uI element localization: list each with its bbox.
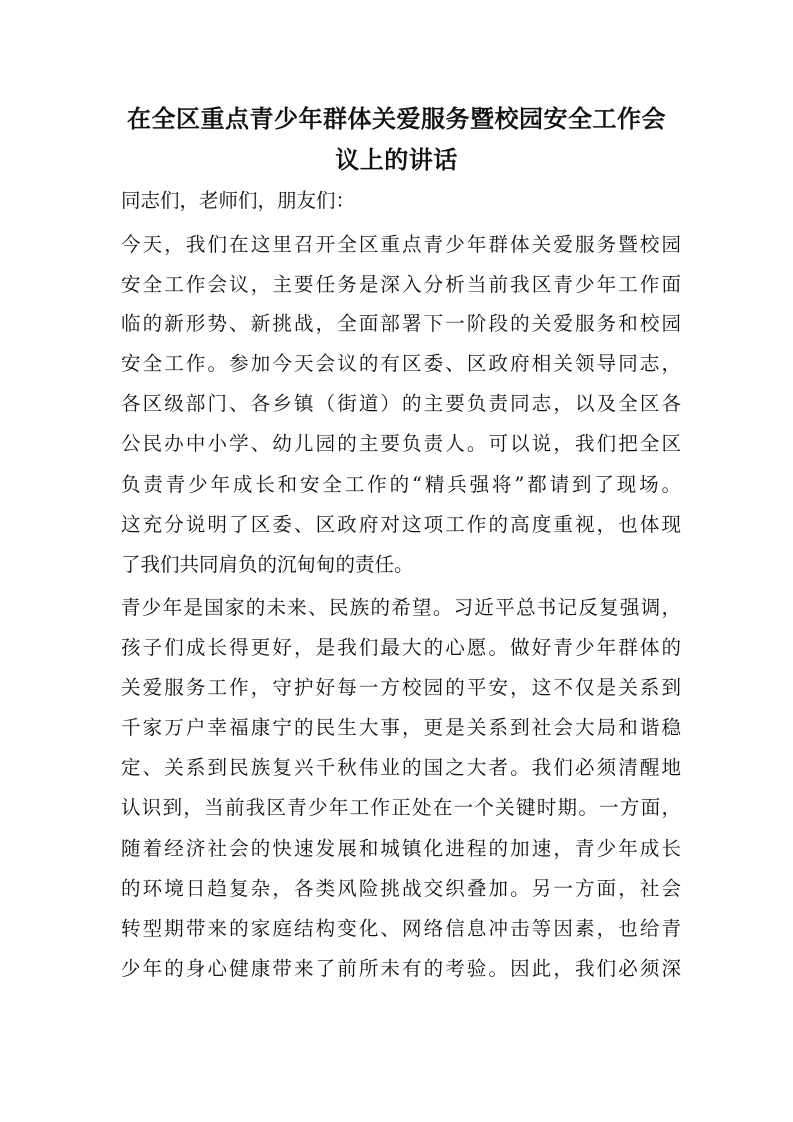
- salutation: 同志们，老师们，朋友们：: [121, 189, 356, 212]
- paragraph-1-line: 安全工作。参加今天会议的有区委、区政府相关领导同志，: [121, 352, 681, 375]
- page-title-line-2: 议上的讲话: [335, 145, 458, 174]
- paragraph-2-line: 随着经济社会的快速发展和城镇化进程的加速，青少年成长: [121, 837, 681, 860]
- paragraph-2-line: 千家万户幸福康宁的民生大事，更是关系到社会大局和谐稳: [121, 716, 681, 739]
- paragraph-1-line: 了我们共同肩负的沉甸甸的责任。: [121, 553, 414, 576]
- paragraph-1-line: 这充分说明了区委、区政府对这项工作的高度重视，也体现: [121, 513, 681, 536]
- paragraph-1-line: 安全工作会议，主要任务是深入分析当前我区青少年工作面: [121, 273, 681, 296]
- paragraph-2-line: 认识到，当前我区青少年工作正处在一个关键时期。一方面，: [121, 796, 681, 819]
- page-title-line-1: 在全区重点青少年群体关爱服务暨校园安全工作会: [127, 104, 666, 133]
- paragraph-2-line: 关爱服务工作，守护好每一方校园的平安，这不仅是关系到: [121, 676, 681, 699]
- paragraph-2-line: 青少年是国家的未来、民族的希望。习近平总书记反复强调，: [121, 596, 681, 619]
- paragraph-2-line: 的环境日趋复杂，各类风险挑战交织叠加。另一方面，社会: [121, 877, 681, 900]
- paragraph-2-line: 孩子们成长得更好，是我们最大的心愿。做好青少年群体的: [121, 636, 681, 659]
- paragraph-1-line: 负责青少年成长和安全工作的“精兵强将”都请到了现场。: [121, 473, 681, 496]
- paragraph-2-line: 定、关系到民族复兴千秋伟业的国之大者。我们必须清醒地: [121, 756, 681, 779]
- paragraph-1-line: 今天，我们在这里召开全区重点青少年群体关爱服务暨校园: [121, 233, 681, 256]
- paragraph-2-line: 转型期带来的家庭结构变化、网络信息冲击等因素，也给青: [121, 917, 681, 940]
- paragraph-2-line: 少年的身心健康带来了前所未有的考验。因此，我们必须深: [121, 957, 681, 980]
- paragraph-1-line: 公民办中小学、幼儿园的主要负责人。可以说，我们把全区: [121, 432, 681, 455]
- paragraph-1-line: 临的新形势、新挑战，全面部署下一阶段的关爱服务和校园: [121, 312, 681, 335]
- paragraph-1-line: 各区级部门、各乡镇（街道）的主要负责同志，以及全区各: [121, 392, 681, 415]
